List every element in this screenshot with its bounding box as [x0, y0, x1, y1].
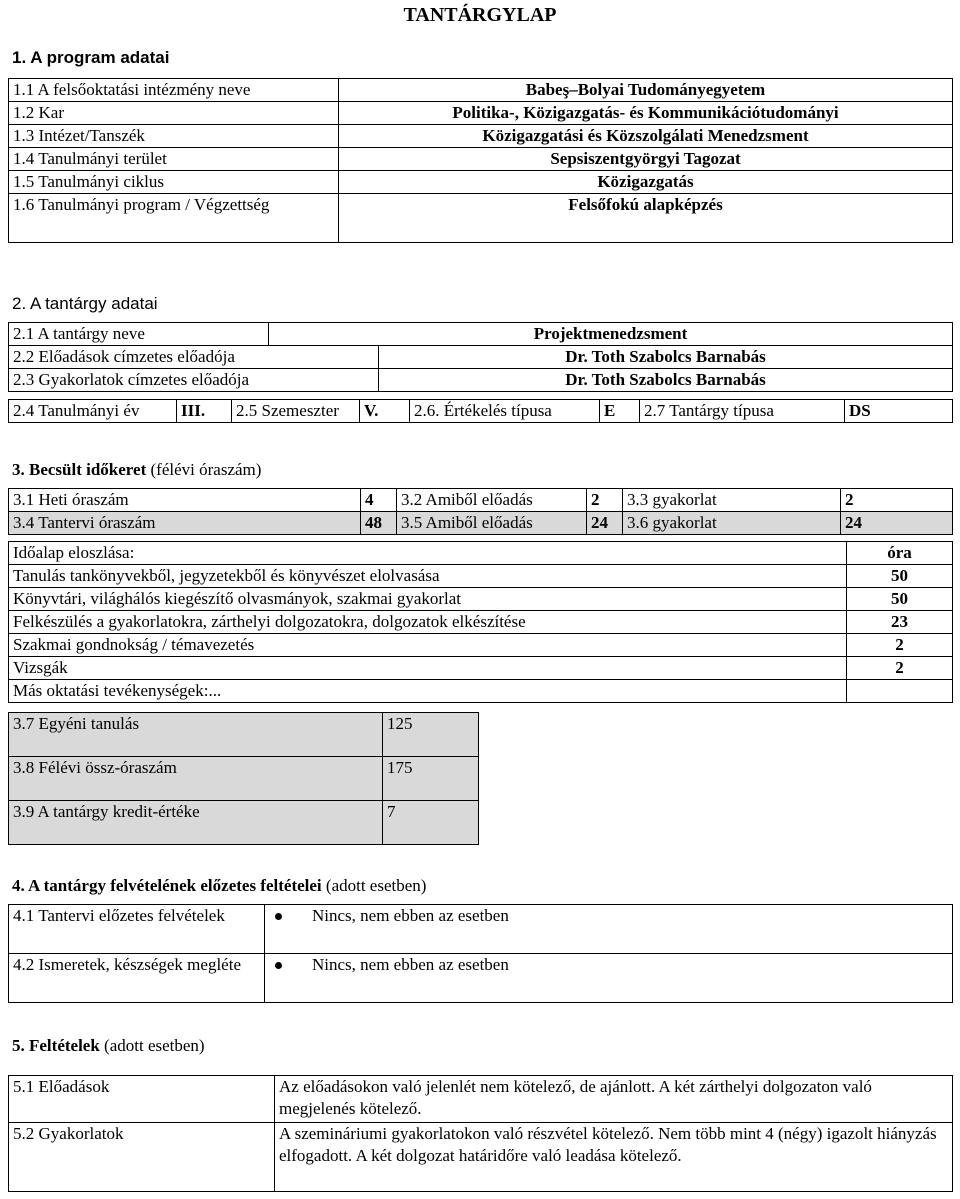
row-value: Dr. Toth Szabolcs Barnabás: [379, 369, 953, 392]
cell: 24: [587, 512, 623, 535]
row-value: Projektmenedzsment: [269, 323, 953, 346]
row-label: 1.4 Tanulmányi terület: [9, 148, 339, 171]
item-label: Felkészülés a gyakorlatokra, zárthelyi dolgozatokra, dolgozatok elkészítése: [9, 611, 847, 634]
bullet-icon: [275, 962, 282, 969]
table-row: [9, 905, 953, 954]
cell: 2: [587, 489, 623, 512]
conditions-table: [8, 1075, 953, 1192]
subject-meta-table: [8, 399, 953, 423]
table-row: [9, 542, 953, 565]
row-label: 4.1 Tantervi előzetes felvételek: [9, 905, 265, 954]
year-label: 2.4 Tanulmányi év: [9, 400, 177, 423]
semester-value: V.: [360, 400, 410, 423]
table-row: [9, 346, 953, 369]
total-label: 3.8 Félévi össz-óraszám: [9, 757, 383, 801]
page-title: TANTÁRGYLAP: [403, 4, 557, 26]
table-row: [9, 512, 953, 535]
item-value: 2: [847, 634, 953, 657]
item-label: Vizsgák: [9, 657, 847, 680]
cell: 3.3 gyakorlat: [623, 489, 841, 512]
table-row: [9, 125, 953, 148]
row-label: 2.3 Gyakorlatok címzetes előadója: [9, 369, 379, 392]
lecturers-table: [8, 345, 953, 392]
section-1-heading: 1. A program adatai: [12, 48, 170, 67]
type-value: DS: [845, 400, 953, 423]
cell: 4: [361, 489, 397, 512]
time-distribution-table: [8, 541, 953, 703]
totals-table: [8, 712, 479, 845]
row-value: Felsőfokú alapképzés: [339, 194, 953, 243]
table-row: [9, 757, 479, 801]
type-label: 2.7 Tantárgy típusa: [640, 400, 845, 423]
table-row: [9, 323, 953, 346]
dist-label: Időalap eloszlása:: [9, 542, 847, 565]
table-row: [9, 713, 479, 757]
item-label: Tanulás tankönyvekből, jegyzetekből és könyvészet elolvasása: [9, 565, 847, 588]
total-label: 3.7 Egyéni tanulás: [9, 713, 383, 757]
row-value: Babeş–Bolyai Tudományegyetem: [339, 79, 953, 102]
cell: 48: [361, 512, 397, 535]
table-row: [9, 657, 953, 680]
evaluation-value: E: [600, 400, 640, 423]
total-value: 125: [383, 713, 479, 757]
cell: 3.5 Amiből előadás: [397, 512, 587, 535]
row-label: 4.2 Ismeretek, készségek megléte: [9, 954, 265, 1003]
cell: 3.6 gyakorlat: [623, 512, 841, 535]
bullet-icon: [275, 913, 282, 920]
table-row: [9, 611, 953, 634]
row-label: 2.2 Előadások címzetes előadója: [9, 346, 379, 369]
row-label: 1.3 Intézet/Tanszék: [9, 125, 339, 148]
table-row: [9, 400, 953, 423]
row-value: Az előadásokon való jelenlét nem kötelező, de ajánlott. A két zárthelyi dolgozaton való megjelenés kötelező.: [275, 1076, 953, 1123]
dist-unit: óra: [847, 542, 953, 565]
item-label: Szakmai gondnokság / témavezetés: [9, 634, 847, 657]
table-row: [9, 634, 953, 657]
item-value: 50: [847, 565, 953, 588]
cell: 3.2 Amiből előadás: [397, 489, 587, 512]
table-row: [9, 369, 953, 392]
row-label: 1.6 Tanulmányi program / Végzettség: [9, 194, 339, 243]
hours-table: [8, 488, 953, 535]
table-row: [9, 588, 953, 611]
section-2-heading: 2. A tantárgy adatai: [12, 294, 158, 313]
item-label: Könyvtári, világhálós kiegészítő olvasmányok, szakmai gyakorlat: [9, 588, 847, 611]
row-value: Nincs, nem ebben az esetben: [265, 954, 953, 1003]
row-label: 1.5 Tanulmányi ciklus: [9, 171, 339, 194]
prerequisites-table: [8, 904, 953, 1003]
row-label: 2.1 A tantárgy neve: [9, 323, 269, 346]
total-label: 3.9 A tantárgy kredit-értéke: [9, 801, 383, 845]
item-label: Más oktatási tevékenységek:...: [9, 680, 847, 703]
program-table: [8, 78, 953, 243]
total-value: 7: [383, 801, 479, 845]
item-value: 50: [847, 588, 953, 611]
table-row: [9, 194, 953, 243]
row-label: 5.2 Gyakorlatok: [9, 1123, 275, 1192]
evaluation-label: 2.6. Értékelés típusa: [410, 400, 600, 423]
row-label: 1.1 A felsőoktatási intézmény neve: [9, 79, 339, 102]
table-row: [9, 1076, 953, 1123]
row-label: 5.1 Előadások: [9, 1076, 275, 1123]
cell: 2: [841, 489, 953, 512]
table-row: [9, 680, 953, 703]
section-3-heading: 3. Becsült időkeret (félévi óraszám): [12, 460, 262, 479]
row-value: Közigazgatás: [339, 171, 953, 194]
section-4-heading: 4. A tantárgy felvételének előzetes feltételei (adott esetben): [12, 876, 427, 895]
semester-label: 2.5 Szemeszter: [232, 400, 360, 423]
cell: 3.4 Tantervi óraszám: [9, 512, 361, 535]
table-row: [9, 565, 953, 588]
table-row: [9, 79, 953, 102]
item-value: 23: [847, 611, 953, 634]
table-row: [9, 1123, 953, 1192]
cell: 3.1 Heti óraszám: [9, 489, 361, 512]
row-label: 1.2 Kar: [9, 102, 339, 125]
row-value: Közigazgatási és Közszolgálati Menedzsment: [339, 125, 953, 148]
row-value: A szemináriumi gyakorlatokon való részvétel kötelező. Nem több mint 4 (négy) igazolt hiányzás elfogadott. A két dolgozat határidőre való leadása kötelező.: [275, 1123, 953, 1192]
cell: 24: [841, 512, 953, 535]
subject-name-table: [8, 322, 953, 346]
table-row: [9, 954, 953, 1003]
item-value: [847, 680, 953, 703]
total-value: 175: [383, 757, 479, 801]
row-value: Sepsiszentgyörgyi Tagozat: [339, 148, 953, 171]
table-row: [9, 102, 953, 125]
row-value: Politika-, Közigazgatás- és Kommunikációtudományi: [339, 102, 953, 125]
table-row: [9, 148, 953, 171]
table-row: [9, 801, 479, 845]
table-row: [9, 171, 953, 194]
row-value: Dr. Toth Szabolcs Barnabás: [379, 346, 953, 369]
table-row: [9, 489, 953, 512]
item-value: 2: [847, 657, 953, 680]
year-value: III.: [177, 400, 232, 423]
row-value: Nincs, nem ebben az esetben: [265, 905, 953, 954]
section-5-heading: 5. Feltételek (adott esetben): [12, 1036, 205, 1055]
